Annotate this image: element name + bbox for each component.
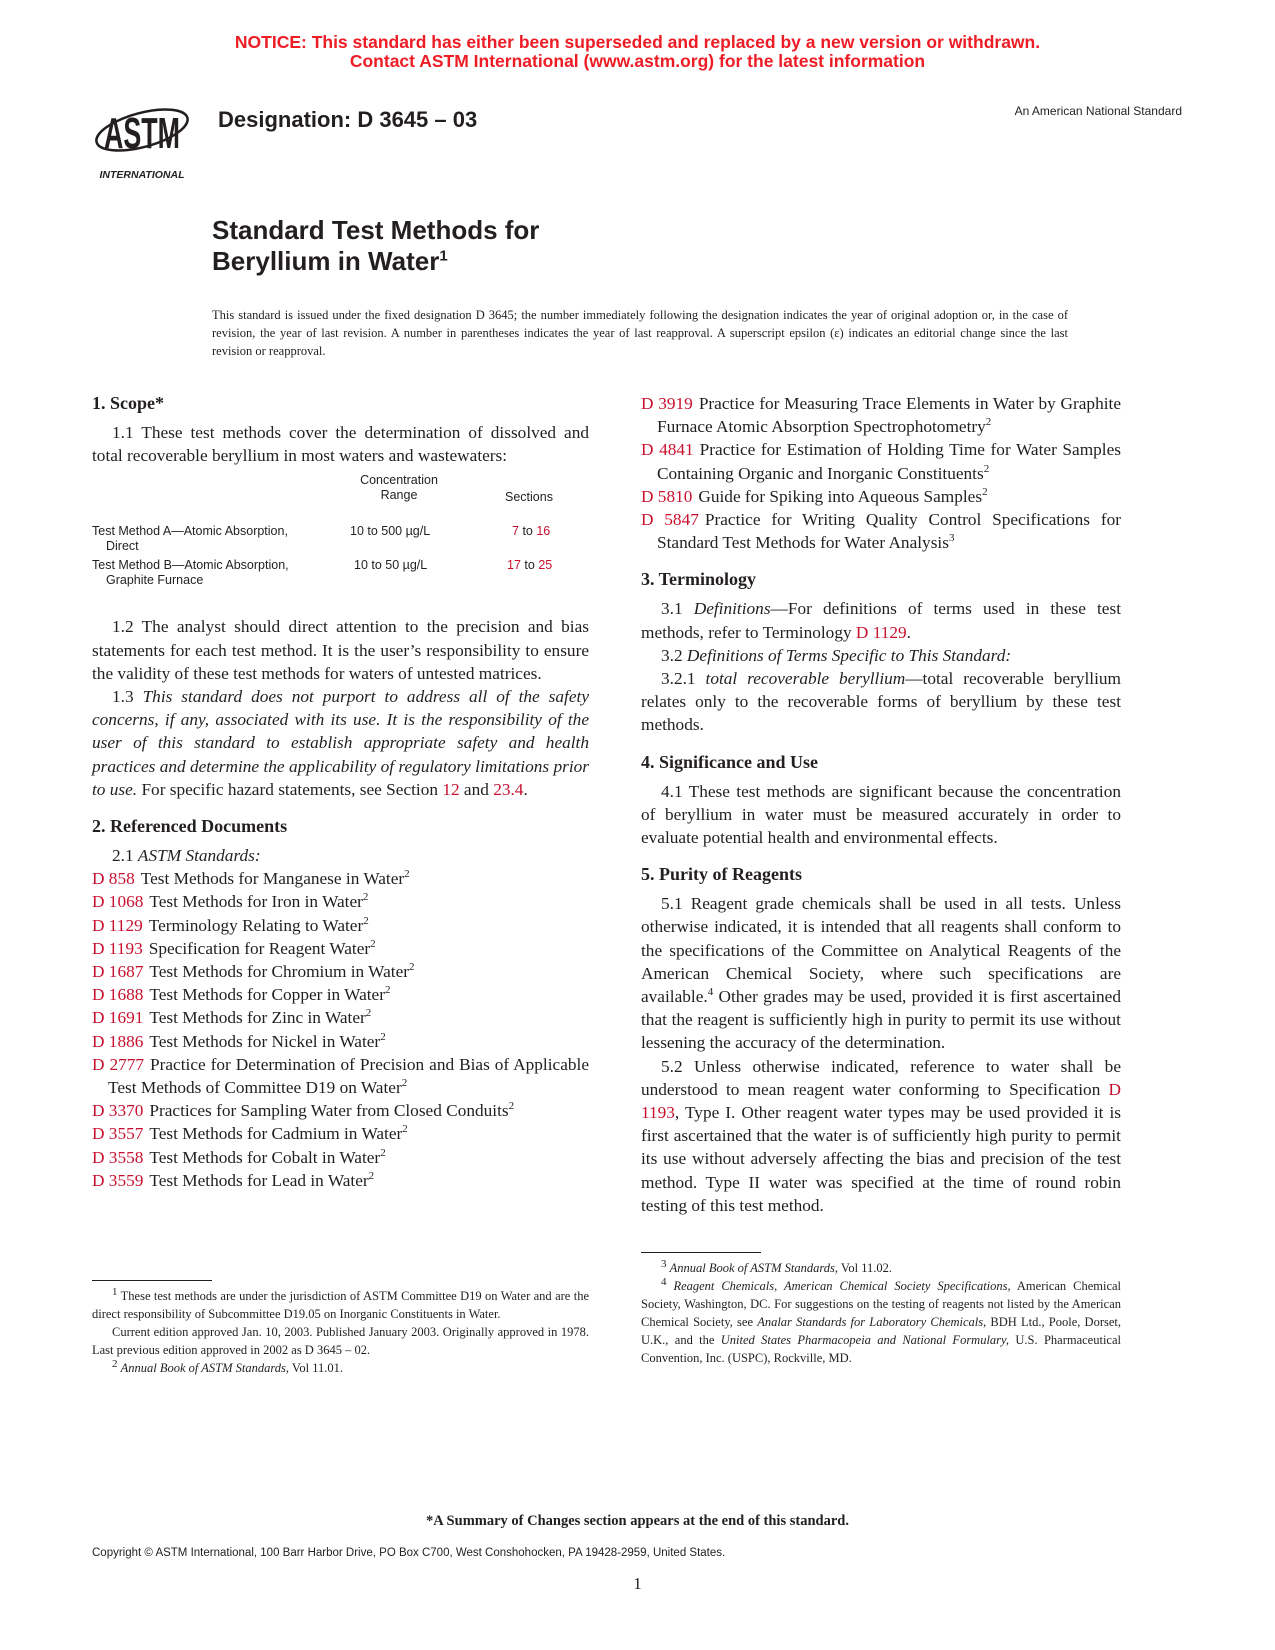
reference-title: Practice for Writing Quality Control Specifications for Standard Test Methods for Water Analysis xyxy=(657,510,1121,553)
reference-title: Practices for Sampling Water from Closed Conduits xyxy=(149,1101,509,1121)
link-d1129[interactable]: D 1129 xyxy=(855,622,907,642)
method-table xyxy=(92,473,589,605)
footnote-rule xyxy=(641,1252,761,1253)
standard-link[interactable]: D 1688 xyxy=(92,985,144,1005)
reference-title: Test Methods for Nickel in Water xyxy=(149,1031,381,1051)
title-footnote-ref[interactable]: 1 xyxy=(439,247,448,265)
to-word: to xyxy=(524,558,535,573)
reference-item xyxy=(92,1122,589,1145)
reference-title: Test Methods for Lead in Water xyxy=(149,1170,369,1190)
reference-item xyxy=(92,1146,589,1169)
footnote-ref[interactable]: 2 xyxy=(380,1146,386,1159)
method-subname: Graphite Furnace xyxy=(106,573,204,588)
text: Analar Standards for Laboratory Chemicals, xyxy=(757,1315,987,1329)
standard-link[interactable]: D 1687 xyxy=(92,962,144,982)
range-cell: 10 to 50 µg/L xyxy=(354,558,428,573)
withdrawal-notice xyxy=(0,33,1275,71)
text: 5.1 Reagent grade chemicals shall be used in all tests. Unless otherwise indicated, it is intended that all reagents shall conform to the specifications of the Committee on Analytical Reagents of the American Chemical Society, where such specifications are available. xyxy=(641,894,1121,1007)
safety-caveat: This standard does not purport to address all of the safety concerns, if any, associated with its use. It is the responsibility of the user of this standard to establish appropriate safety and health practices and determine the applicability of regulatory limitations prior to use. xyxy=(92,687,589,799)
reference-item xyxy=(641,485,1121,508)
issuance-note: This standard is issued under the fixed designation D 3645; the number immediately following the designation indicates the year of original adoption or, in the case of revision, the year of last revision. A number in parentheses indicates the year of last reapproval. A superscript epsilon (ε) indicates an editorial change since the last revision or reapproval. xyxy=(212,308,1068,358)
sections-cell xyxy=(512,524,550,539)
link-d1193[interactable]: D 1193 xyxy=(641,1079,1121,1123)
footnote-ref[interactable]: 2 xyxy=(985,416,992,429)
reference-item xyxy=(641,392,1121,438)
astm-logo xyxy=(92,86,192,182)
footnote-1-edition: Current edition approved Jan. 10, 2003. Published January 2003. Originally approved in 1978. Last previous edition approved in 2002 as D 3645 – 02. xyxy=(92,1325,589,1357)
svg-text:ASTM: ASTM xyxy=(104,109,180,158)
section-link-12[interactable]: 12 xyxy=(442,779,460,799)
text: United States Pharmacopeia and National Formulary, xyxy=(720,1333,1010,1347)
footnote-ref[interactable]: 2 xyxy=(370,938,376,951)
reference-list-continued xyxy=(641,392,1121,554)
reference-title: Test Methods for Iron in Water xyxy=(149,892,363,912)
notice-line-1: NOTICE: This standard has either been superseded and replaced by a new version or withdrawn. xyxy=(234,32,1041,52)
section-scope-heading: 1. Scope* xyxy=(92,393,164,413)
reference-item xyxy=(92,914,589,937)
reference-item xyxy=(92,983,589,1006)
range-cell: 10 to 500 µg/L xyxy=(350,524,431,539)
subheading: ASTM Standards: xyxy=(137,846,261,866)
text: . xyxy=(523,779,528,799)
text: and xyxy=(459,779,494,799)
reference-list xyxy=(92,867,589,1192)
american-national-standard: An American National Standard xyxy=(1014,104,1182,118)
footnote-ref[interactable]: 2 xyxy=(409,961,415,974)
section-link[interactable]: 17 xyxy=(507,558,521,573)
text: Vol 11.01. xyxy=(289,1361,343,1375)
text: For specific hazard statements, see Section xyxy=(137,779,443,799)
footnote-ref[interactable]: 2 xyxy=(401,1077,408,1090)
header-concentration: Concentration xyxy=(360,473,438,488)
footnote-3: $^3$ Annual Book of ASTM Standards, Vol 11.02. xyxy=(661,1257,892,1275)
standard-link[interactable]: D 1193 xyxy=(92,938,143,958)
footnote-ref[interactable]: 4 xyxy=(707,986,714,999)
footnote-ref[interactable]: 2 xyxy=(380,1030,386,1043)
to-word: to xyxy=(522,524,533,539)
text: Annual Book of ASTM Standards, xyxy=(669,1261,839,1275)
standard-link[interactable]: D 3558 xyxy=(92,1147,144,1167)
designation: Designation: D 3645 – 03 xyxy=(218,107,478,132)
term: Definitions of Terms Specific to This Standard: xyxy=(686,645,1012,665)
section-link-23-4[interactable]: 23.4 xyxy=(493,779,524,799)
footnote-ref[interactable]: 2 xyxy=(982,486,988,499)
page-number: 1 xyxy=(633,1574,642,1593)
svg-text:INTERNATIONAL: INTERNATIONAL xyxy=(99,169,185,181)
footnote-ref[interactable]: 2 xyxy=(402,1123,408,1136)
reference-title: Practice for Measuring Trace Elements in Water by Graphite Furnace Atomic Absorption Spectrophotometry xyxy=(657,394,1121,437)
para-4-1: 4.1 These test methods are significant because the concentration of beryllium in water must be measured accurately in order to evaluate potential health and environmental effects. xyxy=(641,781,1121,848)
para-3-1 xyxy=(641,597,1121,643)
left-column xyxy=(92,392,589,1375)
reference-title: Test Methods for Cobalt in Water xyxy=(149,1147,381,1167)
reference-title: Test Methods for Manganese in Water xyxy=(140,869,405,889)
term: total recoverable beryllium xyxy=(705,669,906,689)
reference-title: Guide for Spiking into Aqueous Samples xyxy=(698,486,983,506)
reference-title: Practice for Determination of Precision and Bias of Applicable Test Methods of Committee D19 on Water xyxy=(108,1054,589,1098)
reference-title: Specification for Reagent Water xyxy=(148,938,371,958)
text: These test methods are under the jurisdiction of ASTM Committee D19 on Water and are the direct responsibility of Subcommittee D19.05 on Inorganic Constituents in Water. xyxy=(92,1289,589,1321)
reference-item xyxy=(92,1169,589,1192)
standard-link[interactable]: D 3919 xyxy=(641,394,693,413)
section-significance-heading: 4. Significance and Use xyxy=(641,751,819,772)
text: Other grades may be used, provided it is first ascertained that the reagent is sufficiently high in purity to permit its use without lessening the accuracy of the determination. xyxy=(641,987,1121,1053)
footnote-ref[interactable]: 2 xyxy=(404,868,410,881)
footnote-ref[interactable]: 2 xyxy=(983,462,990,475)
right-column xyxy=(641,392,1122,1365)
para-1-1: 1.1 These test methods cover the determination of dissolved and total recoverable beryllium in most waters and wastewaters: xyxy=(92,423,589,466)
text: U.S. Pharmaceutical Convention, Inc. (USPC), Rockville, MD. xyxy=(641,1333,1121,1365)
standard-link[interactable]: D 1129 xyxy=(92,915,143,935)
sections-cell xyxy=(507,558,552,573)
text: —total recoverable beryllium relates only to the recoverable forms of beryllium by these test methods. xyxy=(641,669,1121,735)
footnote-1: $^1$ These test methods are under the jurisdiction of ASTM Committee D19 on Water and are the direct responsibility of Subcommittee D19.05 on Inorganic Constituents in Water. xyxy=(92,1285,589,1321)
reference-title: Test Methods for Zinc in Water xyxy=(149,1008,366,1028)
table-row xyxy=(92,524,288,554)
reference-title: Terminology Relating to Water xyxy=(148,915,364,935)
standard-link[interactable]: D 1886 xyxy=(92,1031,144,1051)
reference-item xyxy=(92,1030,589,1053)
footnote-ref[interactable]: 2 xyxy=(368,1170,375,1183)
reference-item xyxy=(92,960,589,983)
section-purity-heading: 5. Purity of Reagents xyxy=(641,864,802,885)
footnote-ref[interactable]: 2 xyxy=(365,1007,372,1020)
reference-title: Test Methods for Cadmium in Water xyxy=(149,1124,403,1144)
para-1-2: 1.2 The analyst should direct attention to the precision and bias statements for each test method. It is the user’s responsibility to ensure the validity of these test methods for waters of untested matrices. xyxy=(92,617,589,683)
reference-item xyxy=(641,438,1121,484)
notice-line-2[interactable]: Contact ASTM International (www.astm.org) for the latest information xyxy=(349,51,926,71)
standard-link[interactable]: D 1068 xyxy=(92,892,144,912)
section-refdocs-heading: 2. Referenced Documents xyxy=(92,816,288,837)
method-subname: Direct xyxy=(106,539,139,554)
footnote-ref[interactable]: 2 xyxy=(384,984,391,997)
footnote-4: $^4$ Reagent Chemicals, American Chemical Society Specifications, American Chemical Society, Washington, DC. For suggestions on the testing of reagents not listed by the American Chemical Society, see Analar Standards for Laboratory Chemicals, BDH Ltd., Poole, Dorset, U.K., and the United States Pharmacopeia and National Formulary, U.S. Pharmaceutical Convention, Inc. (USPC), Rockville, MD. xyxy=(641,1275,1122,1365)
title-line-2: Beryllium in Water xyxy=(212,246,440,276)
text: American Chemical Society, Washington, DC. For suggestions on the testing of reagents not listed by the American Chemical Society, see xyxy=(641,1279,1122,1329)
text: Vol 11.02. xyxy=(838,1261,892,1275)
standard-link[interactable]: D 3370 xyxy=(92,1101,144,1121)
reference-item xyxy=(641,508,1121,554)
text: 5.2 Unless otherwise indicated, reference to water shall be understood to mean reagent water conforming to Specification xyxy=(641,1056,1121,1099)
reference-item xyxy=(92,937,589,960)
reference-item xyxy=(92,1006,589,1029)
footnote-rule xyxy=(92,1280,212,1281)
para-5-1 xyxy=(641,892,1121,1054)
standard-link[interactable]: D 5810 xyxy=(641,486,693,506)
section-link[interactable]: 16 xyxy=(536,524,551,539)
standard-link[interactable]: D 858 xyxy=(92,869,135,889)
col-header-range xyxy=(354,473,444,503)
section-terminology-heading: 3. Terminology xyxy=(641,569,757,590)
reference-item xyxy=(92,1099,589,1122)
method-name: Test Method B—Atomic Absorption, xyxy=(92,558,289,573)
reference-item xyxy=(92,867,589,890)
col-header-sections: Sections xyxy=(505,490,553,505)
footnote-2: $^2$ Annual Book of ASTM Standards, Vol 11.01. xyxy=(112,1357,343,1375)
copyright: Copyright © ASTM International, 100 Barr Harbor Drive, PO Box C700, West Conshohocken, PA 19428-2959, United States. xyxy=(92,1547,726,1559)
reference-item xyxy=(92,890,589,913)
footnotes-left xyxy=(92,1280,589,1377)
standard-link[interactable]: D 2777 xyxy=(92,1054,145,1074)
para-num: 3.2 xyxy=(661,645,687,665)
standard-link[interactable]: D 3557 xyxy=(92,1124,144,1144)
reference-title: Practice for Estimation of Holding Time for Water Samples Containing Organic and Inorganic Constituents xyxy=(657,440,1121,483)
text: . xyxy=(906,622,911,642)
text: , Type I. Other reagent water types may be used provided it is first ascertained that the water is of sufficiently high purity to permit its use without adversely affecting the bias and precision of the test method. Type II water was specified at the time of round robin testing of this test method. xyxy=(641,1103,1121,1215)
text: Annual Book of ASTM Standards, xyxy=(120,1361,290,1375)
footnote-ref[interactable]: 2 xyxy=(508,1100,515,1113)
method-name: Test Method A—Atomic Absorption, xyxy=(92,524,288,539)
reference-title: Test Methods for Chromium in Water xyxy=(149,962,409,982)
para-3-2 xyxy=(641,644,1121,667)
section-link[interactable]: 25 xyxy=(538,558,553,573)
text: BDH Ltd., Poole, Dorset, U.K., and the xyxy=(641,1315,1121,1347)
table-row xyxy=(92,558,289,588)
footnote-ref[interactable]: 2 xyxy=(362,891,369,904)
document-title xyxy=(212,215,539,277)
standard-link[interactable]: D 1691 xyxy=(92,1008,144,1028)
term: Definitions xyxy=(693,599,771,619)
header-range: Range xyxy=(380,488,418,503)
standard-link[interactable]: D 3559 xyxy=(92,1170,144,1190)
text: Reagent Chemicals, American Chemical Society Specifications, xyxy=(673,1279,1011,1293)
summary-of-changes-note: *A Summary of Changes section appears at the end of this standard. xyxy=(426,1513,849,1529)
para-1-3 xyxy=(92,685,589,801)
para-num: 1.3 xyxy=(112,687,143,707)
footnotes-right xyxy=(641,1252,1121,1367)
text: —For definitions of terms used in these test methods, refer to Terminology xyxy=(641,599,1121,642)
title-line-1: Standard Test Methods for xyxy=(212,215,540,245)
para-num: 3.2.1 xyxy=(661,669,706,689)
para-5-2 xyxy=(641,1055,1121,1217)
para-num: 3.1 xyxy=(661,599,694,619)
standard-link[interactable]: D 4841 xyxy=(641,440,694,460)
section-link[interactable]: 7 xyxy=(512,524,519,539)
standard-link[interactable]: D 5847 xyxy=(641,510,699,530)
footnote-ref[interactable]: 3 xyxy=(948,532,955,545)
para-3-2-1 xyxy=(641,667,1121,737)
reference-title: Test Methods for Copper in Water xyxy=(149,985,385,1005)
para-2-1 xyxy=(92,844,589,867)
reference-item xyxy=(92,1053,589,1099)
footnote-ref[interactable]: 2 xyxy=(363,914,369,927)
para-num: 2.1 xyxy=(112,846,138,866)
